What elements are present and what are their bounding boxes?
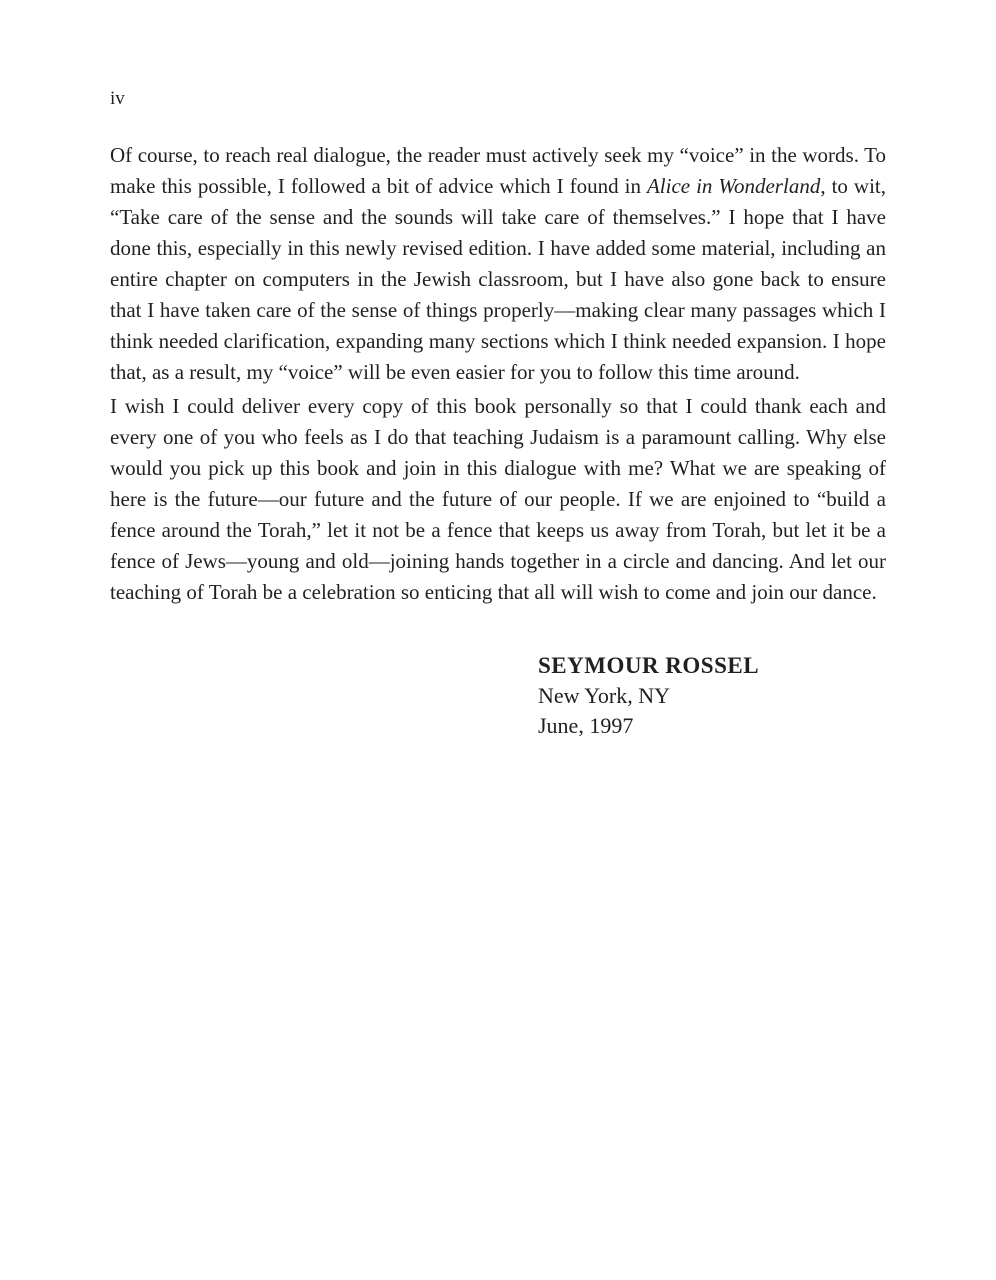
page-number: iv [110,88,125,109]
signature-block [538,651,886,741]
paragraph-1-text-after-title: , to wit, “Take care of the sense and the sounds will take care of themselves.” I hope that I have done this, especially in this newly revised edition. I have added some material, including an entire chapter on computers in the Jewish classroom, but I have also gone back to ensure that I have taken care of the sense of things properly—making clear many passages which I think needed clarification, expanding many sections which I think needed expansion. I hope that, as a result, my “voice” will be even easier for you to follow this time around. [110,174,886,384]
signature-date: June, 1997 [538,713,634,738]
signature-author-name: SEYMOUR ROSSEL [538,653,760,678]
page-content [110,88,886,741]
book-title-italic: Alice in Wonderland [646,174,821,198]
paragraph-1-text-before-title: Of course, to reach real dialogue, the reader must actively seek my “voice” in the words. To make this possible, I followed a bit of advice which I found in [110,143,886,198]
paragraph-2: I wish I could deliver every copy of this book personally so that I could thank each and every one of you who feels as I do that teaching Judaism is a paramount calling. Why else would you pick up this book and join in this dialogue with me? What we are speaking of here is the future—our future and the future of our people. If we are enjoined to “build a fence around the Torah,” let it not be a fence that keeps us away from Torah, but let it be a fence of Jews—young and old—joining hands together in a circle and dancing. And let our teaching of Torah be a celebration so enticing that all will wish to come and join our dance. [110,394,886,604]
body-text [110,140,886,608]
signature-location: New York, NY [538,683,671,708]
paragraph-1 [110,140,886,388]
